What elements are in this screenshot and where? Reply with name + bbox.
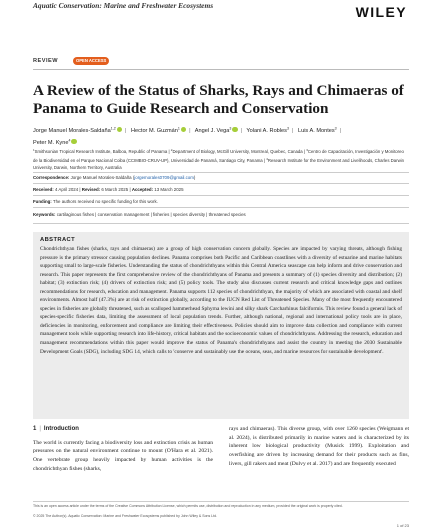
journal-header bbox=[0, 0, 440, 22]
tagline-divider bbox=[33, 69, 409, 70]
author[interactable]: Hector M. Guzmán$^1$ bbox=[130, 126, 180, 134]
author-separator: | bbox=[339, 127, 342, 134]
intro-left-column bbox=[33, 425, 213, 474]
keywords: Keywords: cartilaginous fishes | conservation management | fisheries | species diversity | threatened species bbox=[33, 212, 246, 217]
author-separator: | bbox=[291, 127, 294, 134]
author-separator: | bbox=[189, 127, 191, 134]
author[interactable]: Luis A. Montes$^3$ bbox=[297, 126, 337, 134]
affiliation: Department of Biology, McGill University, Montreal, Quebec, Canada bbox=[172, 149, 303, 154]
meta-divider bbox=[33, 207, 409, 208]
correspondence: Correspondence: Jorge Manuel Morales-Saldaña (jorgemorales0709@gmail.com) bbox=[33, 175, 196, 180]
open-access-badge[interactable]: OPEN ACCESS bbox=[73, 57, 109, 65]
page-number: 1 of 23 bbox=[396, 523, 409, 528]
footer-divider bbox=[33, 501, 409, 502]
meta-divider bbox=[33, 195, 409, 196]
author-separator: | bbox=[124, 127, 127, 134]
email-link[interactable]: jorgemorales0709@gmail.com bbox=[134, 175, 194, 180]
orcid-icon[interactable] bbox=[71, 139, 76, 144]
article-type-label: REVIEW bbox=[33, 58, 59, 64]
author-separator: | bbox=[240, 127, 242, 134]
article-dates: Received: 4 April 2024 | Revised: 6 March 2025 | Accepted: 13 March 2025 bbox=[33, 187, 184, 192]
affiliations: $^1$Smithsonian Tropical Research Institute, Balboa, Republic of Panama | $^2$Department of Biology, McGill University, Montreal, Quebec, Canada | $^3$Centro de Capacitación, Investigación y Monitoreo de la Biodiversidad en el Parque Nacional Coiba (CCIMBIO-CRUV-UP), Universidad de Panamá, Santiago City, Panama | $^4$Research Institute for the Environment and Livelihoods, Charles Darwin University, Darwin, Northern Territory, Australia bbox=[33, 148, 405, 170]
author[interactable]: Yolani A. Robles$^3$ bbox=[246, 126, 289, 134]
article-title: A Review of the Status of Sharks, Rays and Chimaeras of Panama to Guide Research and Conservation bbox=[33, 82, 404, 117]
article-tagline bbox=[33, 55, 413, 69]
abstract-box bbox=[33, 232, 409, 419]
meta-divider bbox=[33, 172, 409, 173]
intro-paragraph: The world is currently facing a biodiversity loss and extinction crisis as human pressures on the natural environment continue to mount (O'Hara et al. 2021). One vertebrate group heavily impacted by human activities is the chondrichthyan fishes (sharks, bbox=[33, 439, 213, 472]
section-heading: 1 | Introduction bbox=[33, 426, 79, 432]
meta-divider bbox=[33, 183, 409, 184]
license-note: This is an open access article under the terms of the Creative Commons Attribution License, which permits use, distribution and reproduction in any medium, provided the original work is properly cited. bbox=[33, 504, 343, 508]
intro-paragraph: rays and chimaeras). This diverse group, with over 1260 species (Weigmann et al. 2024), is distributed primarily in marine waters and is characterized by its inherent low biological productivity (Musick 1999). Exploitation and overfishing are driven by increasing demand for their products such as fins, livers, gill rakers and meat (Dulvy et al. 2017) and are frequently executed bbox=[229, 426, 409, 467]
orcid-icon[interactable] bbox=[232, 127, 237, 132]
copyright-note: © 2025 The Author(s). Aquatic Conservation: Marine and Freshwater Ecosystems published by John Wiley & Sons Ltd. bbox=[33, 514, 218, 518]
abstract-text: Chondrichthyan fishes (sharks, rays and chimaeras) are a group of high conservation concern globally. Species are impacted by varying threats, although fishing pressure is the primary stressor causing population declines. Panama comprises both Pacific and Caribbean coastlines with a diversity of estuarine and marine habitats supporting small to large-scale fisheries. Understanding the status of chondrichthyans within this Central America seascape can help inform and drive conservation and research. This paper represents the first comprehensive review of the chondrichthyans of Panama and presents a summary of (1) species diversity and distribution; (2) habitat; (3) extinction risk; (4) drivers of extinction risk; and (5) policy tools. The study also discusses current research and critical knowledge gaps and outlines recommendations for research, education and management. Panama supports 112 species of chondrichthyan, the majority of which are associated with coastal and shelf environments. Almost half (47.3%) are at risk of extinction globally, according to the IUCN Red List of Threatened Species. Many of the most frequently encountered species in fisheries are globally threatened, such as scalloped hammerhead Sphyrna lewini and silky shark Carcharhinus falciformis. This review found a general lack of species-specific fisheries data, limiting the assessment of local population trends. Further, although national, regional and international policy tools are in place, deficiencies in monitoring, enforcement and compliance are limiting their effectiveness. Policies should aim to improve data collection and compliance with current management tools while supporting research into life-history, critical habitats and the socioeconomic values of chondrichthyans. Addressing the research, education and management recommendations within this paper would improve the status of Panama's chondrichthyans and assist the country in meeting the 2030 Sustainable Development Goals (SDG), including SDG 14, which calls to 'conserve and sustainably use the oceans, seas, and marine resources for sustainable development'. bbox=[40, 246, 402, 355]
author[interactable]: Jorge Manuel Morales-Saldaña$^{1,2}$ bbox=[33, 126, 116, 134]
funding: Funding: The authors received no specific funding for this work. bbox=[33, 199, 158, 204]
affiliation: Smithsonian Tropical Research Institute, Balboa, Republic of Panama bbox=[34, 149, 168, 154]
meta-divider bbox=[33, 223, 409, 224]
author-list bbox=[33, 124, 409, 148]
author[interactable]: Peter M. Kyne$^4$ bbox=[33, 138, 71, 146]
affiliation: Research Institute for the Environment and Livelihoods, Charles Darwin University, Darwin, Northern Territory, Australia bbox=[33, 157, 405, 170]
affiliation: Centro de Capacitación, Investigación y Monitoreo de la Biodiversidad en el Parque Nacional Coiba (CCIMBIO-CRUV-UP), Universidad de Panamá, Santiago City, Panama bbox=[33, 149, 404, 163]
publisher-logo: WILEY bbox=[355, 4, 407, 20]
intro-right-column bbox=[229, 425, 409, 469]
abstract-heading: ABSTRACT bbox=[40, 237, 76, 243]
journal-title: Aquatic Conservation: Marine and Freshwater Ecosystems bbox=[33, 1, 214, 10]
author[interactable]: Angel J. Vega$^3$ bbox=[194, 126, 232, 134]
